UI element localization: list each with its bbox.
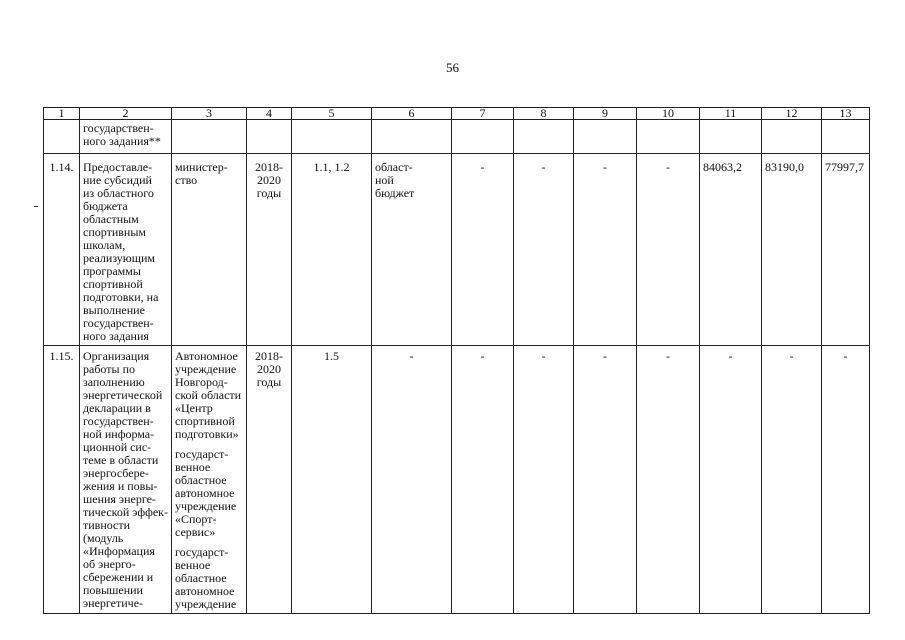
value-cell	[574, 120, 637, 154]
value-cell-8: -	[514, 154, 574, 346]
period-cell: 2018- 2020 годы	[247, 154, 292, 346]
value-cell	[762, 120, 822, 154]
executor-name: государст- венное областное автономное учреждение	[175, 545, 237, 611]
column-number: 8	[514, 108, 574, 120]
value-cell-13: 77997,7	[822, 154, 870, 346]
column-number: 6	[372, 108, 452, 120]
row-number: 1.15.	[44, 346, 80, 614]
value-cell	[514, 120, 574, 154]
value-cell	[822, 120, 870, 154]
value-cell-9: -	[574, 346, 637, 614]
column-number: 10	[637, 108, 700, 120]
activity-description: Организация работы по заполнению энергетической декларации в государствен- ной информа- ционной сис- теме в области энергосбере- жения и повы- шения энерге- тической эффек- тивности (модуль «Информация об энерго- сбережении и повышении энергетиче-	[80, 346, 172, 614]
value-cell-8: -	[514, 346, 574, 614]
source-cell: област- ной бюджет	[372, 154, 452, 346]
targets-cell: 1.1, 1.2	[292, 154, 372, 346]
row-number: 1.14.	[44, 154, 80, 346]
value-cell-13: -	[822, 346, 870, 614]
value-cell-7: -	[452, 154, 514, 346]
table-row-1-15	[44, 346, 870, 614]
value-cell-9: -	[574, 154, 637, 346]
executor-name: Автономное учреждение Новгород- ской области «Центр спортивной подготовки»	[175, 349, 242, 441]
value-cell-12: 83190,0	[762, 154, 822, 346]
column-number: 2	[80, 108, 172, 120]
column-number: 7	[452, 108, 514, 120]
margin-mark	[34, 206, 38, 207]
value-cell	[700, 120, 762, 154]
column-number: 13	[822, 108, 870, 120]
column-number: 3	[172, 108, 247, 120]
value-cell	[637, 120, 700, 154]
column-number: 9	[574, 108, 637, 120]
source-cell	[372, 120, 452, 154]
activity-description: государствен- ного задания**	[80, 120, 172, 154]
value-cell-12: -	[762, 346, 822, 614]
column-number: 4	[247, 108, 292, 120]
value-cell-11: -	[700, 346, 762, 614]
column-number: 11	[700, 108, 762, 120]
column-number: 1	[44, 108, 80, 120]
executor-name: государст- венное областное автономное учреждение «Спорт- сервис»	[175, 447, 237, 539]
value-cell	[452, 120, 514, 154]
targets-cell: 1.5	[292, 346, 372, 614]
column-number: 5	[292, 108, 372, 120]
activity-description: Предоставле- ние субсидий из областного бюджета областным спортивным школам, реализующим программы спортивной подготовки, на выполнение государствен- ного задания	[80, 154, 172, 346]
page-number: 56	[446, 60, 459, 75]
executor-cell	[172, 120, 247, 154]
source-cell: -	[372, 346, 452, 614]
row-number-cell	[44, 120, 80, 154]
table-row-1-14	[44, 154, 870, 346]
targets-cell	[292, 120, 372, 154]
value-cell-7: -	[452, 346, 514, 614]
column-number: 12	[762, 108, 822, 120]
table-row-continuation	[44, 120, 870, 154]
value-cell-11: 84063,2	[700, 154, 762, 346]
value-cell-10: -	[637, 346, 700, 614]
program-activities-table	[43, 107, 870, 614]
period-cell	[247, 120, 292, 154]
period-cell: 2018- 2020 годы	[247, 346, 292, 614]
executor-cell: министер- ство	[172, 154, 247, 346]
executor-cell	[172, 346, 247, 614]
value-cell-10: -	[637, 154, 700, 346]
column-numbers-row	[44, 108, 870, 120]
